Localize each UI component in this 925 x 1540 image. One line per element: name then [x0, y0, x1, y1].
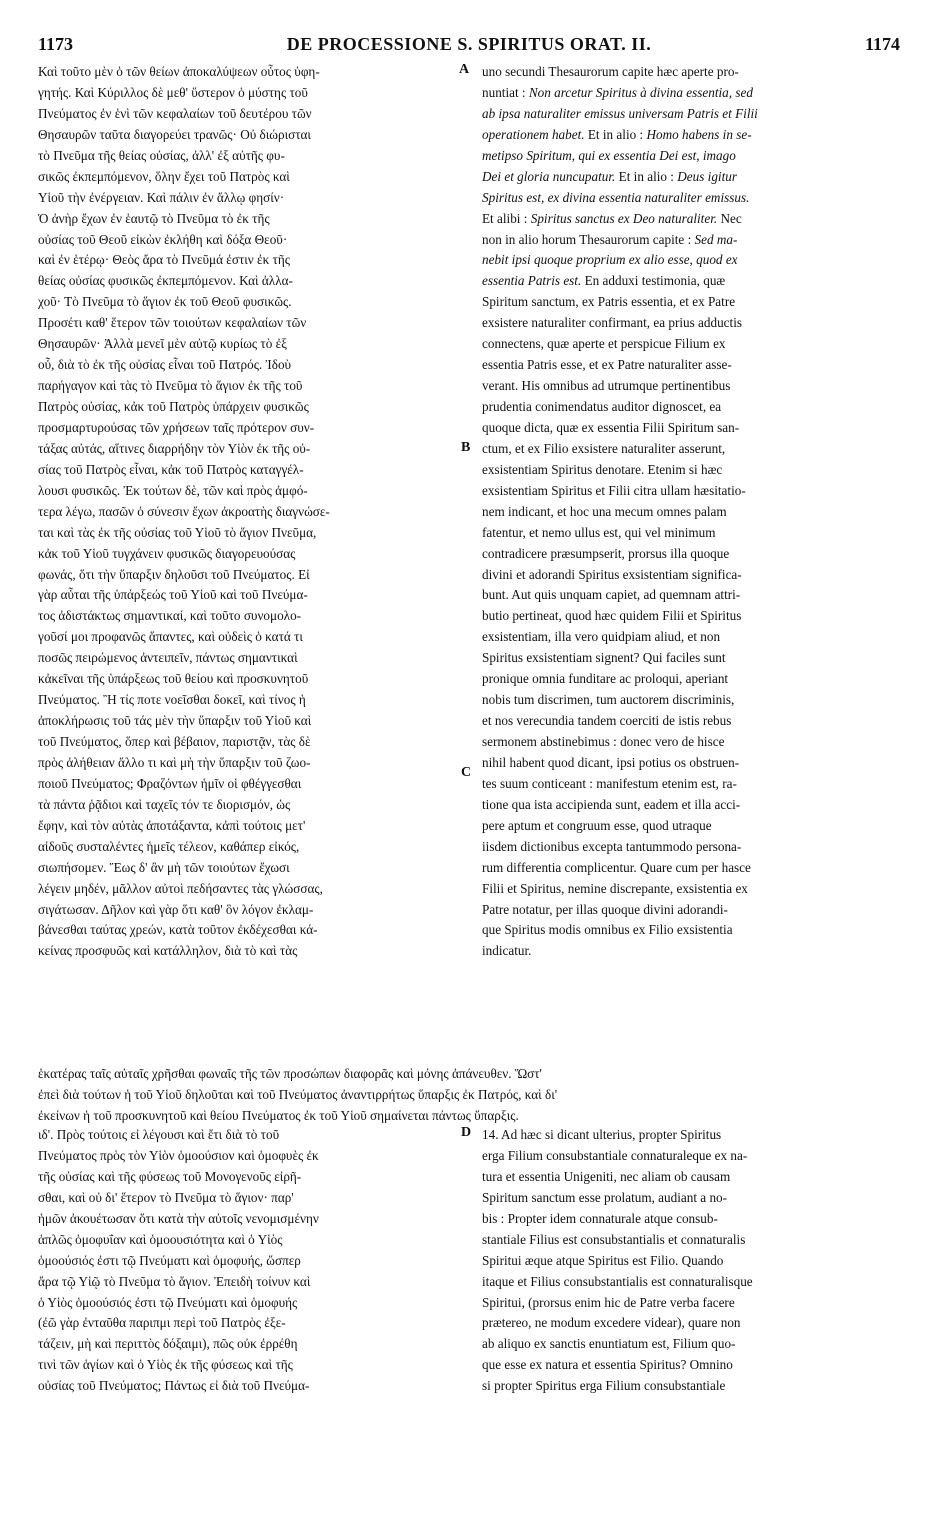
greek-text-line: ὁμοούσιός ἐστι τῷ Πνεύματι καὶ ὁμοφυής, ὥσπερ [38, 1252, 301, 1268]
latin-text-line: et nos verecundia tandem coerciti de istis rebus [482, 713, 732, 729]
bridge-text-line: ἐπεὶ διὰ τούτων ἡ τοῦ Υἱοῦ δηλοῦται καὶ τοῦ Πνεύματος ἀναντιρρήτως ὕπαρξις ἐκ Πατρός, καὶ δι' [38, 1087, 558, 1102]
greek-text-line: καὶ ἐν ἑτέρῳ· Θεὸς ἄρα τὸ Πνεῦμά ἐστιν ἐκ τῆς [38, 252, 290, 268]
greek-text-line: τάζειν, μὴ καὶ περιττὸς δόξαιμι), πῶς οὐκ ἐρρέθη [38, 1336, 298, 1352]
latin-text-line: tes suum conticeant : manifestum etenim est, ra- [482, 775, 737, 791]
greek-text-line: κἀκεῖναι τῆς ὑπάρξεως τοῦ θείου καὶ προσκυνητοῦ [38, 671, 309, 687]
latin-text-line: contradicere præsumpserit, prorsus illa quoque [482, 545, 730, 561]
latin-text-line: bis : Propter idem connaturale atque consub- [482, 1210, 718, 1226]
greek-text-line: σικῶς ἐκπεμπόμενον, ὅλην ἔχει τοῦ Πατρὸς καὶ [38, 168, 290, 184]
greek-text-line: κἀκ τοῦ Υἱοῦ τυγχάνειν φυσικῶς διαγορευούσας [38, 545, 296, 561]
greek-text-line: Ὁ ἀνὴρ ἔχων ἐν ἑαυτῷ τὸ Πνεῦμα τὸ ἐκ τῆς [38, 210, 270, 226]
margin-marker-c: C [461, 765, 472, 780]
latin-text-line: uno secundi Thesaurorum capite hæc aperte pro- [482, 64, 739, 79]
latin-text-line: Spiritui, (prorsus enim hic de Patre verba facere [482, 1294, 735, 1310]
greek-text-line: τὸ Πνεῦμα τῆς θείας οὐσίας, ἀλλ' ἐξ αὐτῆς φυ- [38, 147, 285, 163]
bridge-text-line: ἑκατέρας ταῖς αὐταῖς χρῆσθαι φωναῖς τῆς τῶν προσώπων διαφορᾶς καὶ μόνης ἀπάνευθεν. Ὥστ' [38, 1066, 542, 1081]
latin-text-line: que esse ex natura et essentia Spiritus? Omnino [482, 1357, 733, 1373]
greek-text-line: γὰρ αὗται τῆς ὑπάρξεώς τοῦ Υἱοῦ καὶ τοῦ Πνεύμα- [38, 587, 308, 603]
greek-text-line: ἀποκλήρωσις τοῦ τάς μὲν τὴν ὕπαρξιν τοῦ Υἱοῦ καὶ [38, 713, 312, 729]
greek-text-line: γοῦσί μοι προφανῶς ἅπαντες, καὶ οὐδεὶς ὁ κατά τι [38, 629, 303, 645]
latin-text-line: nebit ipsi quoque proprium ex alio esse, quod ex [482, 252, 738, 268]
greek-text-line: τινὶ τῶν ἁγίων καὶ ὁ Υἱὸς ἐκ τῆς φύσεως καὶ τῆς [38, 1357, 293, 1373]
latin-text-line: fatentur, et nemo ullus est, qui vel minimum [482, 524, 716, 540]
latin-text-line: Spiritum sanctum, ex Patris essentia, et ex Patre [482, 294, 736, 310]
latin-text-line: exsistentiam Spiritus et Filii citra ullam hæsitatio- [482, 482, 746, 498]
latin-text-line: erga Filium consubstantiale connaturaleque ex na- [482, 1147, 748, 1163]
greek-text-line: γητής. Καὶ Κύριλλος δὲ μεθ' ὕστερον ὁ μύστης τοῦ [38, 84, 308, 100]
latin-text-line: Spiritui æque atque Spiritus est Filio. Quando [482, 1252, 724, 1268]
greek-text-line: οὐσίας τοῦ Θεοῦ εἰκὼν ἐκλήθη καὶ δόξα Θεοῦ· [38, 231, 288, 247]
greek-text-line: ἄρα τῷ Υἱῷ τὸ Πνεῦμα τὸ ἅγιον. Ἐπειδὴ τοίνυν καὶ [38, 1273, 311, 1289]
greek-text-line: τερα λέγω, πασῶν ὁ σύνεσιν ἔχων ἀκροατὴς διαγνώσε- [38, 503, 330, 519]
greek-text-line: τος ἀδιστάκτως σημαντικαί, καὶ τοῦτο συνομολο- [38, 608, 302, 624]
latin-text-line: 14. Ad hæc si dicant ulterius, propter Spiritus [482, 1127, 722, 1142]
margin-marker-b: B [461, 440, 471, 455]
latin-text-line: stantiale Filius est consubstantialis et connaturalis [482, 1231, 746, 1247]
greek-text-line: (ἐῶ γὰρ ἐνταῦθα παριπμι περὶ τοῦ Πατρὸς ἐξε- [38, 1315, 286, 1331]
latin-text-line: divini et adorandi Spiritus exsistentiam significa- [482, 566, 742, 582]
greek-text-line: Καὶ τοῦτο μὲν ὁ τῶν θείων ἀποκαλύψεων οὗτος ὑφη- [38, 64, 320, 79]
latin-text-line: si propter Spiritus erga Filium consubstantiale [482, 1378, 726, 1394]
latin-text-line: exsistentiam Spiritus denotare. Etenim si hæc [482, 461, 723, 477]
latin-text-line: nobis tum discrimen, tum auctorem discriminis, [482, 692, 735, 708]
latin-text-line: tione qua ista accipienda sunt, eadem et illa acci- [482, 796, 741, 812]
latin-text-line: pronique omnia funditare ac proloqui, aperiant [482, 671, 729, 687]
greek-text-line: ἡμῶν ἀκουέτωσαν ὅτι κατὰ τὴν αὐτοῖς νενομισμένην [38, 1210, 319, 1226]
greek-text-line: τῆς οὐσίας καὶ τῆς φύσεως τοῦ Μονογενοῦς εἰρῆ- [38, 1168, 302, 1184]
greek-text-line: βάνεσθαι ταύτας χρεών, κατὰ τοῦτον ἐκδέχεσθαι κά- [38, 922, 318, 938]
greek-text-line: ὁ Υἱὸς ὁμοούσιός ἐστι τῷ Πνεύματι καὶ ὁμοφυής [38, 1294, 298, 1310]
greek-text-line: θείας οὐσίας φυσικῶς ἐκπεμπόμενον. Καὶ ἀλλα- [38, 273, 293, 289]
greek-text-line: ιδ'. Πρὸς τούτοις εἰ λέγουσι καὶ ἔτι διὰ τὸ τοῦ [38, 1127, 280, 1142]
latin-text-line: Spiritus exsistentiam signent? Qui faciles sunt [482, 650, 726, 666]
greek-text-line: Υἱοῦ τὴν ἐνέργειαν. Καὶ πάλιν ἐν ἄλλῳ φησίν· [38, 189, 285, 205]
greek-text-line: κείνας προσφυῶς καὶ κατάλληλον, διὰ τὸ καὶ τὰς [38, 943, 298, 959]
latin-text-line: quoque dicta, quæ ex essentia Filii Spiritum san- [482, 419, 740, 435]
latin-text-line: indicatur. [482, 943, 532, 959]
greek-text-line: ποσῶς πειρώμενος ἀντειπεῖν, πάντως σημαντικαὶ [38, 650, 298, 666]
greek-text-line: λουσι φυσικῶς. Ἐκ τούτων δὲ, τῶν καὶ πρὸς ἀμφό- [38, 482, 308, 498]
latin-text-line: que Spiritus modis omnibus ex Filio exsistentia [482, 922, 733, 938]
greek-text-line: ποιοῦ Πνεύματος; Φραζόντων ἡμῖν οἱ φθέγγεσθαι [38, 775, 302, 791]
greek-text-line: τοῦ Πνεύματος, ὅπερ καὶ βέβαιον, παριστᾷν, τὰς δὲ [38, 734, 311, 749]
latin-text-line: exsistere naturaliter confirmant, ea prius adductis [482, 315, 742, 331]
page-number-right: 1174 [864, 34, 900, 54]
greek-text-line: τὰ πάντα ῥᾷδιοι καὶ ταχεῖς τόν τε διορισμόν, ὡς [38, 796, 291, 812]
greek-text-line: σίας τοῦ Πατρὸς εἶναι, κἀκ τοῦ Πατρὸς καταγγέλ- [38, 461, 304, 477]
latin-text-line: pere aptum et congruum esse, quod utraque [482, 817, 712, 833]
greek-text-line: χοῦ· Τὸ Πνεῦμα τὸ ἅγιον ἐκ τοῦ Θεοῦ φυσικῶς. [38, 294, 292, 310]
greek-text-line: οὐσίας τοῦ Πνεύματος; Πάντως εἰ διὰ τοῦ Πνεύμα- [38, 1378, 310, 1394]
greek-text-line: σιωπήσομεν. Ἕως δ' ἂν μὴ τῶν τοιούτων ἔχωσι [38, 859, 290, 875]
latin-text-line: nem indicant, et hoc una mecum omnes palam [482, 503, 727, 519]
greek-text-line: σιγάτωσαν. Δῆλον καὶ γὰρ ὅτι καθ' ὃν λόγον ἐκλαμ- [38, 901, 314, 917]
greek-text-line: Θησαυρῶν· Ἀλλὰ μενεῖ μὲν αὐτῷ κυρίως τὸ ἐξ [38, 336, 288, 352]
greek-text-line: ἁπλῶς ὁμοφυΐαν καὶ ὁμοουσιότητα καὶ ὁ Υἱὸς [38, 1231, 283, 1247]
latin-text-line: bunt. Aut quis unquam capiet, ad quemnam attri- [482, 587, 741, 603]
greek-full-width-lines [38, 1063, 900, 1126]
margin-marker-d: D [461, 1125, 472, 1140]
latin-text-line: rum differentia complicentur. Quare cum per hasce [482, 859, 751, 875]
latin-text-column-section-14 [482, 1125, 900, 1397]
greek-text-line: Πατρὸς οὐσίας, κἀκ τοῦ Πατρὸς ὑπάρχειν φυσικῶς [38, 399, 309, 414]
page-number-left: 1173 [38, 34, 74, 54]
greek-text-line: οὗ, διὰ τὸ ἐκ τῆς οὐσίας εἶναι τοῦ Πατρός. Ἰδοὺ [38, 357, 292, 373]
greek-text-line: Πνεύματος ἐν ἑνὶ τῶν κεφαλαίων τοῦ δευτέρου τῶν [38, 105, 312, 121]
latin-text-line: essentia Patris esse, et ex Patre naturaliter asse- [482, 357, 732, 373]
greek-text-column-section-14 [38, 1125, 456, 1397]
latin-text-line: connectens, quæ aperte et perspicue Filium ex [482, 336, 726, 352]
latin-text-line: sermonem abstinebimus : donec vero de hisce [482, 734, 725, 749]
greek-text-column [38, 62, 456, 962]
running-title: DE PROCESSIONE S. SPIRITUS ORAT. II. [286, 34, 652, 54]
latin-text-line: essentia Patris est. En adduxi testimonia, quæ [482, 273, 726, 289]
latin-text-column [482, 62, 900, 962]
latin-text-line: Patre notatur, per illas quoque divini adorandi- [482, 901, 728, 917]
latin-text-line: metipso Spiritum, qui ex essentia Dei est, imago [482, 147, 736, 163]
greek-text-line: Θησαυρῶν ταῦτα διαγορεύει τρανῶς· Οὐ διώρισται [38, 126, 311, 142]
latin-text-line: Spiritus est, ex divina essentia naturaliter emissus. [482, 189, 750, 205]
latin-text-line: non in alio horum Thesaurorum capite : Sed ma- [482, 231, 738, 247]
latin-text-line: Spiritum sanctum esse prolatum, audiant a no- [482, 1189, 728, 1205]
greek-text-line: Πνεύματος πρὸς τὸν Υἱὸν ὁμοούσιον καὶ ὁμοφυὲς ἐκ [38, 1147, 319, 1163]
latin-text-line: ctum, et ex Filio exsistere naturaliter asserunt, [482, 440, 726, 456]
greek-text-line: παρήγαγον καὶ τὰς τὸ Πνεῦμα τὸ ἅγιον ἐκ τῆς τοῦ [38, 378, 303, 394]
greek-text-line: αἰδοῦς συσταλέντες ἡμεῖς τέλεον, καθάπερ εἰκός, [38, 838, 300, 854]
latin-text-line: prudentia conimendatus auditor dignoscet, ea [482, 399, 722, 414]
latin-text-line: itaque et Filius consubstantialis est connaturalisque [482, 1273, 753, 1289]
greek-text-line: προσμαρτυρούσας τῶν χρήσεων ταῖς πρότερον συν- [38, 419, 315, 435]
page-header [38, 34, 900, 58]
latin-text-line: butio pertineat, quod hæc quidem Filii et Spiritus [482, 608, 742, 624]
latin-text-line: operationem habet. Et in alio : Homo habens in se- [482, 126, 752, 142]
greek-text-line: πρὸς ἀλήθειαν ἄλλο τι καὶ μὴ τὴν ὕπαρξιν τοῦ ζωο- [38, 754, 311, 770]
latin-text-line: verant. His omnibus ad utrumque pertinentibus [482, 378, 731, 394]
greek-text-line: φωνάς, ὅτι τὴν ὕπαρξιν δηλοῦσι τοῦ Πνεύματος. Εἰ [38, 566, 310, 582]
greek-text-line: λέγειν μηδέν, μᾶλλον αὐτοὶ πεδήσαντες τὰς γλώσσας, [38, 880, 323, 896]
greek-text-line: ται καὶ τὰς ἐκ τῆς οὐσίας τοῦ Υἱοῦ τὸ ἅγιον Πνεῦμα, [38, 524, 317, 540]
latin-text-line: nuntiat : Non arcetur Spiritus à divina essentia, sed [482, 84, 753, 100]
greek-text-line: σθαι, καὶ οὐ δι' ἕτερον τὸ Πνεῦμα τὸ ἅγιον· παρ' [38, 1189, 294, 1205]
greek-text-line: ἔφην, καὶ τὸν αὐτὰς ἀποτάξαντα, κἀπὶ τούτοις μετ' [38, 817, 306, 833]
latin-text-line: Dei et gloria nuncupatur. Et in alio : Deus igitur [482, 168, 737, 184]
margin-marker-a: A [459, 62, 470, 77]
latin-text-line: nihil habent quod dicant, ipsi potius os obstruen- [482, 754, 740, 770]
latin-text-line: prætereo, ne modum excedere videar), quare non [482, 1315, 741, 1331]
greek-text-line: τάξας αὐτάς, αἵτινες διαρρήδην τὸν Υἱὸν ἐκ τῆς οὐ- [38, 440, 311, 456]
latin-text-line: Et alibi : Spiritus sanctus ex Deo naturaliter. Nec [482, 210, 742, 226]
greek-text-line: Προσέτι καθ' ἕτερον τῶν τοιούτων κεφαλαίων τῶν [38, 315, 307, 331]
latin-text-line: iisdem dictionibus excepta tantummodo persona- [482, 838, 742, 854]
latin-text-line: Filii et Spiritus, nemine discrepante, exsistentia ex [482, 880, 748, 896]
latin-text-line: exsistentiam, illa vero quidpiam aliud, et non [482, 629, 721, 645]
greek-text-line: Πνεύματος. Ἢ τίς ποτε νοεῖσθαι δοκεῖ, καὶ τίνος ἡ [38, 692, 306, 708]
bridge-text-line: ἐκείνων ἡ τοῦ προσκυνητοῦ καὶ θείου Πνεύματος ἐκ τοῦ Υἱοῦ σημαίνεται πάντως ὕπαρξις. [38, 1108, 519, 1123]
latin-text-line: ab ipsa naturaliter emissus universam Patris et Filii [482, 105, 758, 121]
latin-text-line: tura et essentia Unigeniti, nec aliam ob causam [482, 1168, 731, 1184]
latin-text-line: ab aliquo ex sanctis enuntiatum est, Filium quo- [482, 1336, 736, 1352]
